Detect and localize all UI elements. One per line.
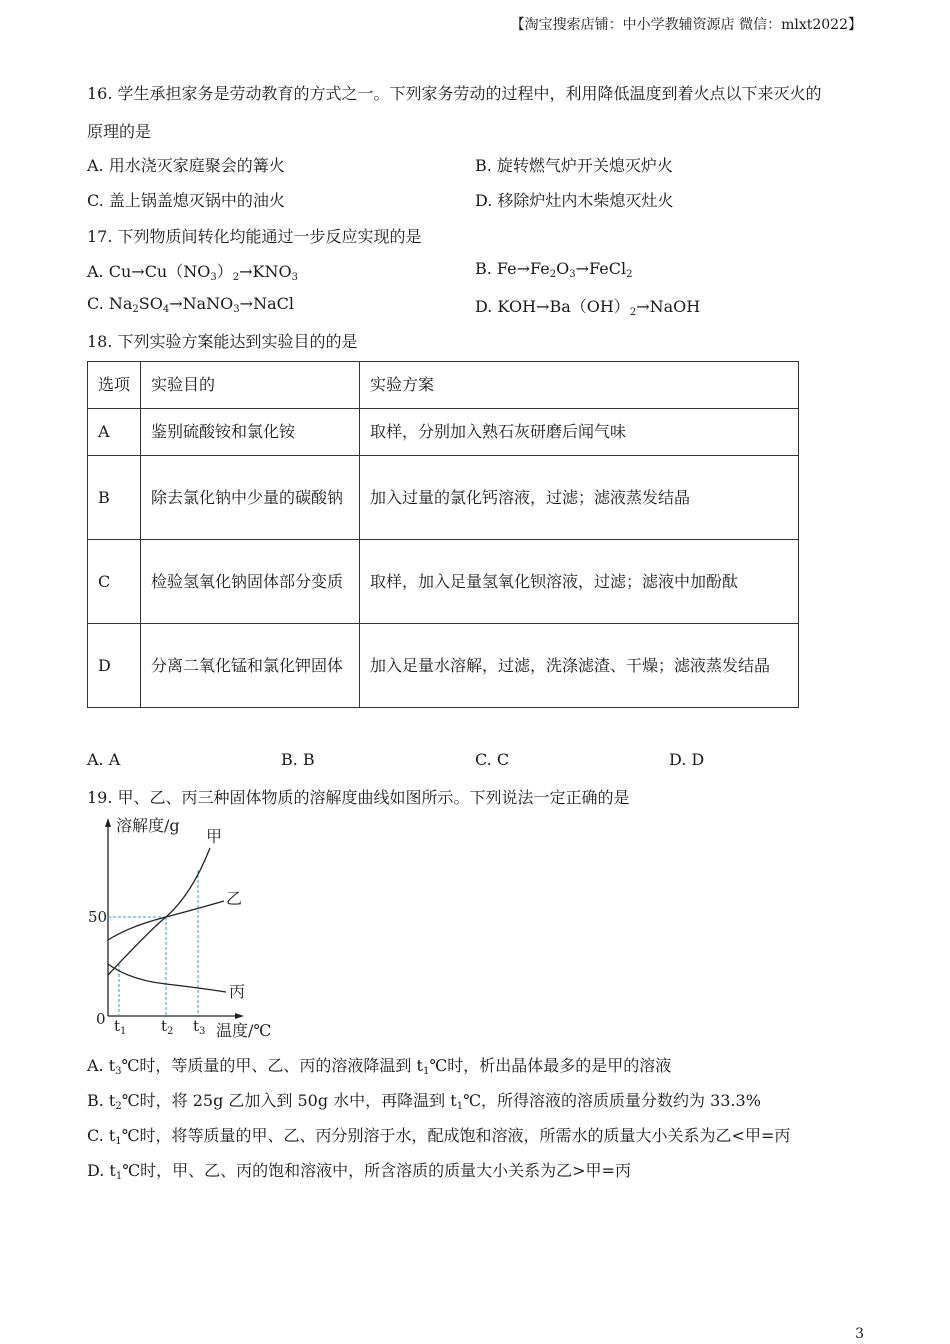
x-tick-t3: $t_3$: [193, 1017, 206, 1037]
y-axis-label: 溶解度/g: [116, 816, 180, 835]
header-cell: 实验方案: [360, 362, 799, 409]
q19-option-d: D. $t_1℃$时，甲、乙、丙的饱和溶液中，所含溶质的质量大小关系为乙>甲=丙: [87, 1161, 631, 1182]
plan-cell: 加入过量的氯化钙溶液，过滤；滤液蒸发结晶: [360, 456, 799, 540]
q17-option-c: C. $Na_2SO_4\to NaNO_3\to NaCl$: [87, 294, 294, 315]
q18-answer-d: D. D: [669, 750, 705, 769]
q19-option-a: A. $t_3℃$时，等质量的甲、乙、丙的溶液降温到 $t_1℃$时，析出晶体最多的是甲的溶液: [87, 1056, 672, 1077]
arrow: →: [575, 259, 590, 278]
arrow: →: [536, 297, 550, 316]
x-tick-t1: $t_1$: [114, 1017, 127, 1037]
q18-answer-c: C. C: [475, 750, 510, 769]
q16-option-b: B. 旋转燃气炉开关熄灭炉火: [475, 156, 673, 175]
q16-stem-line1: 16. 学生承担家务是劳动教育的方式之一。下列家务劳动的过程中，利用降低温度到着火点以下来灭火的: [87, 84, 822, 103]
plan-cell: 取样，加入足量氢氧化钡溶液，过滤；滤液中加酚酞: [360, 540, 799, 624]
q16-option-a: A. 用水浇灭家庭聚会的篝火: [87, 156, 285, 175]
experiment-table: [87, 361, 799, 708]
q16-option-c: C. 盖上锅盖熄灭锅中的油火: [87, 191, 285, 210]
series-jia-curve: [108, 848, 210, 975]
table-row: [88, 624, 799, 708]
q19-option-b: B. $t_2℃$时，将 25g 乙加入到 50g 水中，再降温到 $t_1℃$，所得溶液的溶质质量分数约为 33.3%: [87, 1091, 761, 1112]
y-tick-50: 50: [88, 908, 108, 926]
page-number: 3: [855, 1326, 864, 1342]
x-tick-t2: $t_2$: [161, 1017, 174, 1037]
series-label-jia: 甲: [206, 827, 223, 846]
arrow: →: [516, 259, 531, 278]
arrow: →: [169, 294, 183, 313]
plan-cell: 加入足量水溶解，过滤，洗涤滤渣、干燥；滤液蒸发结晶: [360, 624, 799, 708]
table-row: [88, 456, 799, 540]
x-axis-arrow: [235, 1013, 244, 1019]
q17-option-d: D. $KOH\to Ba(OH)_2\to NaOH$: [475, 297, 701, 318]
plan-cell: 取样，分别加入熟石灰研磨后闻气味: [360, 409, 799, 456]
q18-answer-a: A. A: [87, 750, 121, 769]
series-label-bing: 丙: [229, 982, 246, 1001]
option-cell: D: [88, 624, 141, 708]
q17-stem: 17. 下列物质间转化均能通过一步反应实现的是: [87, 227, 422, 246]
arrow: →: [239, 294, 254, 313]
option-cell: C: [88, 540, 141, 624]
header-cell: 实验目的: [141, 362, 360, 409]
q19-option-c: C. $t_1℃$时，将等质量的甲、乙、丙分别溶于水，配成饱和溶液，所需水的质量大小关系为乙<甲=丙: [87, 1126, 791, 1147]
q19-stem: 19. 甲、乙、丙三种固体物质的溶解度曲线如图所示。下列说法一定正确的是: [87, 788, 630, 807]
q16-option-d: D. 移除炉灶内木柴熄灭灶火: [475, 191, 674, 210]
arrow: →: [636, 297, 650, 316]
purpose-cell: 分离二氧化锰和氯化钾固体: [141, 624, 360, 708]
table-header-row: [88, 362, 799, 409]
page-header: 【淘宝搜索店铺：中小学教辅资源店 微信：mlxt2022】: [510, 17, 862, 33]
solubility-chart: [80, 812, 280, 1042]
x-axis-label: 温度/℃: [216, 1021, 272, 1040]
series-bing-curve: [108, 964, 226, 992]
q17-option-b: B. $Fe\to Fe_2O_3\to FeCl_2$: [475, 259, 633, 280]
option-cell: B: [88, 456, 141, 540]
table-row: [88, 409, 799, 456]
purpose-cell: 检验氢氧化钠固体部分变质: [141, 540, 360, 624]
origin-label: 0: [96, 1010, 106, 1028]
purpose-cell: 除去氯化钠中少量的碳酸钠: [141, 456, 360, 540]
header-cell: 选项: [88, 362, 141, 409]
series-label-yi: 乙: [226, 889, 243, 908]
y-axis-arrow: [105, 818, 111, 827]
q17-option-a: A. $Cu\to Cu(NO_3)_2\to KNO_3$: [87, 262, 298, 283]
table-row: [88, 540, 799, 624]
arrow: →: [131, 262, 145, 281]
purpose-cell: 鉴别硫酸铵和氯化铵: [141, 409, 360, 456]
q16-stem-line2: 原理的是: [87, 122, 152, 141]
option-cell: A: [88, 409, 141, 456]
q18-answer-b: B. B: [281, 750, 315, 769]
q18-stem: 18. 下列实验方案能达到实验目的的是: [87, 332, 358, 351]
arrow: →: [239, 262, 253, 281]
